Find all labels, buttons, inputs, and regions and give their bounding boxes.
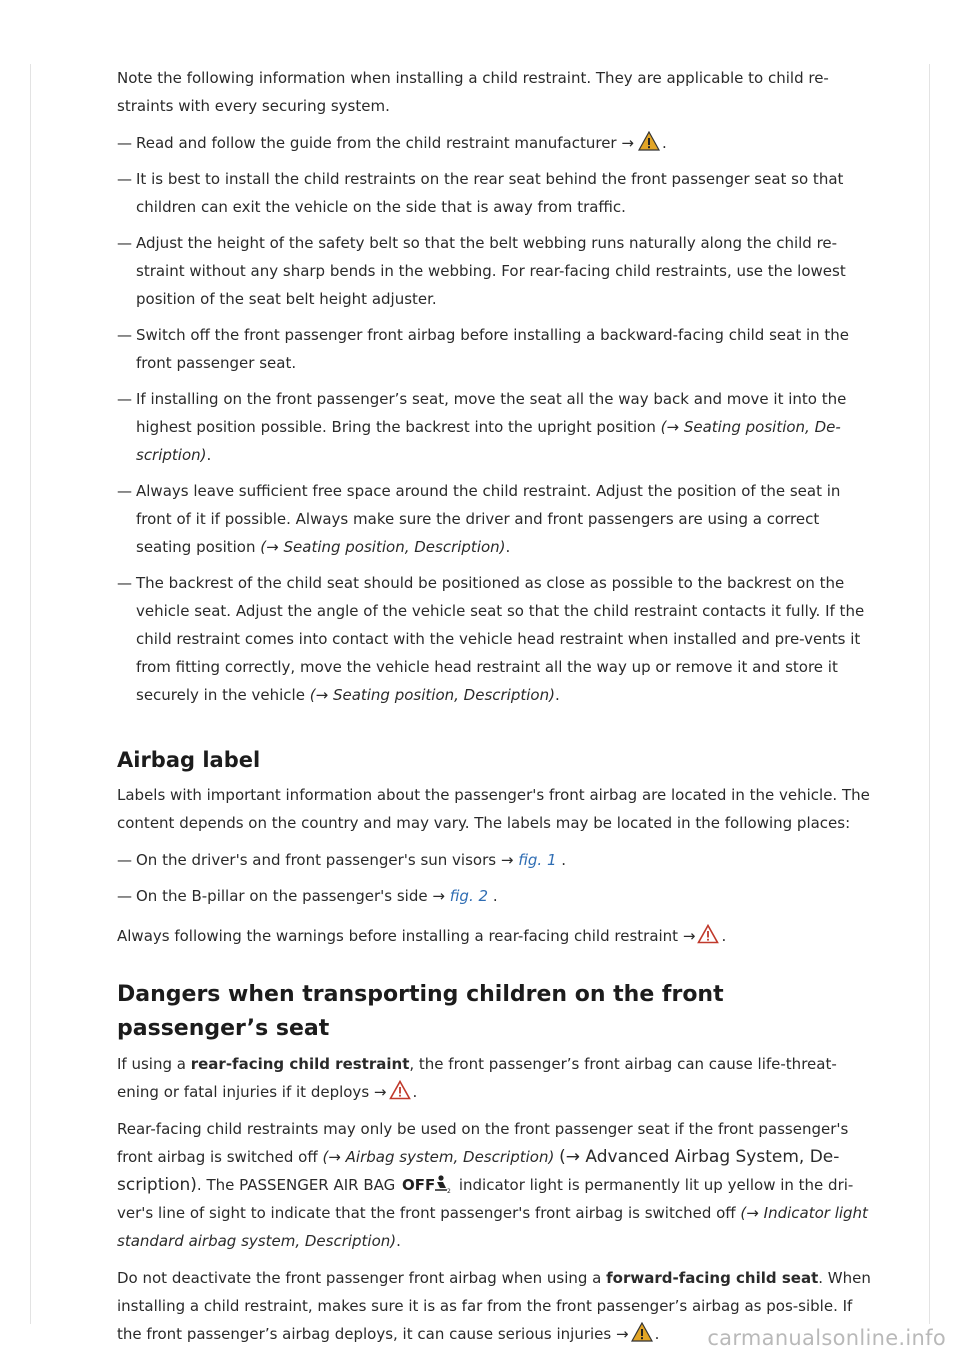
arrow-right-icon: → — [373, 1083, 387, 1101]
arrow-right-icon: → — [432, 887, 445, 905]
list-item: — Always leave sufficient free space around the child restraint. Adjust the position of the seat in front of it if possible. Always make sure the driver and front passengers are using a correct seating position (→ Seating position, Description). — [117, 482, 841, 556]
passenger-airbag-off-indicator-icon — [402, 1174, 452, 1194]
warning-paragraph: Always following the warnings before installing a rear-facing child restraint → . — [117, 922, 874, 950]
indicator-off-text: OFF — [402, 1176, 436, 1194]
list-item-text: It is best to install the child restraints on the rear seat behind the front passenger seat so that children can exit the vehicle on the side that is away from traffic. — [136, 170, 844, 216]
intro-paragraph: Note the following information when installing a child restraint. They are applicable to child re-straints with every securing system. — [117, 69, 829, 115]
list-item: — If installing on the front passenger’s seat, move the seat all the way back and move it into the highest position possible. Bring the backrest into the upright position (→ Seating position, De-scription). — [117, 390, 847, 464]
arrow-right-icon: → — [616, 1325, 629, 1343]
arrow-right-icon: → — [666, 418, 680, 436]
arrow-right-icon: → — [565, 1147, 580, 1167]
list-item: — Switch off the front passenger front airbag before installing a backward-facing child seat in the front passenger seat. — [117, 326, 850, 372]
figure-link[interactable]: fig. 1 — [518, 851, 557, 869]
figure-link[interactable]: fig. 2 — [449, 887, 489, 905]
warning-outline-icon[interactable] — [389, 1080, 411, 1100]
reference-text: Seating position, De-scription) — [136, 418, 841, 464]
airbag-label-paragraph: Labels with important information about the passenger's front airbag are located in the vehicle. The content depends on the country and may vary. The labels may be located in the following places: — [117, 786, 870, 832]
dangers-heading: Dangers when transporting children on the front passenger’s seat — [117, 982, 724, 1041]
dangers-paragraph-3: Do not deactivate the front passenger front airbag when using a forward-facing child seat. When installing a child restraint, makes sure it is as far from the front passenger’s airbag as pos-sible. If the front passenger’s airbag deploys, it can cause serious injuries → . — [117, 1269, 871, 1343]
list-item: — On the B-pillar on the passenger's side → fig. 2 . — [117, 887, 498, 905]
advanced-airbag-reference[interactable]: (→ Advanced Airbag System, De-scription) — [117, 1147, 840, 1195]
watermark: carmanualsonline.info — [707, 1326, 946, 1350]
list-item-text: Adjust the height of the safety belt so that the belt webbing runs naturally along the child re-straint without any sharp bends in the webbing. For rear-facing child restraints, use the lowest position of the seat belt height adjuster. — [136, 234, 846, 308]
seating-position-reference[interactable]: (→ Seating position, Description) — [260, 538, 506, 556]
document-page — [117, 64, 874, 1357]
list-item-text: The backrest of the child seat should be positioned as close as possible to the backrest on the vehicle seat. Adjust the angle of the vehicle seat so that the child restraint contacts it fully. If the child restraint comes into contact with the vehicle head restraint when installed and pre-vents it from fitting correctly, move the vehicle head restraint all the way up or remove it and store it securely in the vehicle — [136, 574, 865, 704]
airbag-label-heading: Airbag label — [117, 748, 261, 772]
arrow-right-icon: → — [682, 927, 696, 945]
list-item-text: Read and follow the guide from the child restraint manufacturer — [136, 134, 617, 152]
airbag-system-reference[interactable]: (→ Airbag system, Description) — [322, 1148, 555, 1166]
arrow-right-icon: → — [746, 1204, 759, 1222]
list-item-text: On the B-pillar on the passenger's side — [136, 887, 428, 905]
list-item: — On the driver's and front passenger's sun visors → fig. 1 . — [117, 851, 567, 869]
list-item: — It is best to install the child restraints on the rear seat behind the front passenger seat so that children can exit the vehicle on the side that is away from traffic. — [117, 170, 844, 216]
warning-triangle-icon[interactable] — [631, 1322, 653, 1342]
arrow-right-icon: → — [500, 851, 514, 869]
arrow-right-icon: → — [621, 134, 634, 152]
left-margin-rule — [30, 64, 31, 1324]
dangers-paragraph-2: Rear-facing child restraints may only be used on the front passenger seat if the front passenger's front airbag is switched off (→ Airbag system, Description) (→ Advanced Airbag System, De-scription). The PASSENGER AIR BAG OFF 2 indicator light is permanently lit up yellow in the dri-ver's line of sight to indicate that the front passenger's front airbag is switched off (→ Indicator light standard airbag system, Description). — [117, 1120, 868, 1250]
reference-text: Seating position, Description) — [283, 538, 506, 556]
svg-text:2: 2 — [447, 1188, 451, 1194]
list-item: — Adjust the height of the safety belt so that the belt webbing runs naturally along the child re-straint without any sharp bends in the webbing. For rear-facing child restraints, use the lowest position of the seat belt height adjuster. — [117, 234, 846, 308]
list-item-text: Switch off the front passenger front airbag before installing a backward-facing child seat in the front passenger seat. — [136, 326, 850, 372]
installation-list — [117, 129, 874, 709]
warning-triangle-icon[interactable] — [638, 131, 660, 151]
label-locations-list — [117, 846, 874, 910]
arrow-right-icon: → — [315, 686, 329, 704]
reference-text: Seating position, Description) — [332, 686, 555, 704]
emphasis-rear-facing: rear-facing child restraint — [190, 1055, 410, 1073]
emphasis-forward-facing: forward-facing child seat — [606, 1269, 819, 1287]
list-item-text: On the driver's and front passenger's sun visors — [136, 851, 497, 869]
list-item: — The backrest of the child seat should be positioned as close as possible to the backrest on the vehicle seat. Adjust the angle of the vehicle seat so that the child restraint contacts it fully. If the child restraint comes into contact with the vehicle head restraint when installed and pre-vents it from fitting correctly, move the vehicle head restraint all the way up or remove it and store it securely in the vehicle (→ Seating position, Description). — [117, 574, 865, 704]
seating-position-reference[interactable]: (→ Seating position, De-scription) — [136, 418, 841, 464]
list-item-text: Always leave sufficient free space around the child restraint. Adjust the position of the seat in front of it if possible. Always make sure the driver and front passengers are using a correct seating position — [136, 482, 841, 556]
list-item: — Read and follow the guide from the child restraint manufacturer → . — [117, 129, 874, 157]
dangers-paragraph-1: If using a rear-facing child restraint, the front passenger’s front airbag can cause life-threat-ening or fatal injuries if it deploys → . — [117, 1055, 837, 1101]
indicator-light-reference[interactable]: (→ Indicator light standard airbag system, Description) — [117, 1204, 868, 1250]
seating-position-reference[interactable]: (→ Seating position, Description) — [309, 686, 555, 704]
warning-outline-icon[interactable] — [697, 924, 719, 944]
list-item-text: If installing on the front passenger’s seat, move the seat all the way back and move it into the highest position possible. Bring the backrest into the upright position — [136, 390, 847, 436]
arrow-right-icon: → — [266, 538, 279, 556]
arrow-right-icon: → — [328, 1148, 341, 1166]
right-margin-rule — [929, 64, 930, 1324]
warning-text: Always following the warnings before installing a rear-facing child restraint — [117, 927, 679, 945]
